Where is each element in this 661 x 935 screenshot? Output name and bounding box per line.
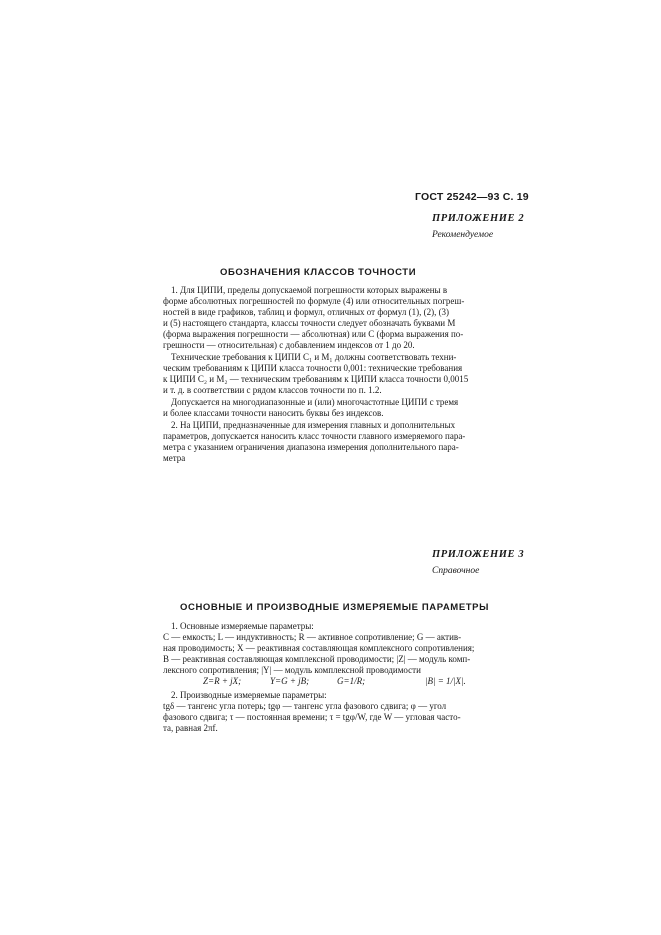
text-line: 2. На ЦИПИ, предназначенные для измерения главных и дополнительных: [171, 420, 456, 430]
text-line: 1. Основные измеряемые параметры:: [171, 621, 314, 631]
text-line: параметров, допускается наносить класс точности главного измеряемого пара-: [163, 431, 466, 441]
appendix-3-heading: ОСНОВНЫЕ И ПРОИЗВОДНЫЕ ИЗМЕРЯЕМЫЕ ПАРАМЕТРЫ: [180, 602, 489, 613]
formula-b: |B| = 1/|X|.: [425, 676, 466, 686]
text-line: tgδ — тангенс угла потерь; tgφ — тангенс угла фазового сдвига; φ — угол: [163, 701, 447, 711]
appendix-2-paragraph-1: [163, 285, 464, 351]
text-line: (форма выражения погрешности — абсолютная) или C (форма выражения по-: [163, 329, 464, 339]
text-line: ческим требованиям к ЦИПИ класса точности 0,001: технические требования: [163, 363, 463, 373]
text-line: метра с указанием ограничения диапазона измерения дополнительного пара-: [163, 442, 459, 452]
text-line: к ЦИПИ C₂ и M₂ — техническим требованиям к ЦИПИ класса точности 0,0015: [163, 374, 469, 384]
text-line: B — реактивная составляющая комплексной проводимости; |Z| — модуль комп-: [163, 654, 471, 664]
text-line: ная проводимость; X — реактивная составляющая комплексного сопротивления;: [163, 643, 475, 653]
formula-y: Y=G + jB;: [270, 676, 310, 686]
text-line: Допускается на многодиапазонные и (или) многочастотные ЦИПИ с тремя: [171, 397, 459, 407]
text-line: фазового сдвига; τ — постоянная времени; τ = tgφ/W, где W — угловая часто-: [163, 712, 461, 722]
appendix-2-paragraph-3: [163, 397, 458, 419]
page-header-code: ГОСТ 25242—93 С. 19: [415, 191, 529, 203]
text-line: и более классами точности наносить буквы без индексов.: [163, 408, 384, 418]
text-line: та, равная 2πf.: [163, 723, 218, 733]
text-line: и т. д. в соответствии с рядом классов точности по п. 1.2.: [163, 385, 382, 395]
appendix-2-title: ПРИЛОЖЕНИЕ 2: [432, 213, 525, 224]
appendix-2-paragraph-4: [163, 420, 465, 464]
text-line: Технические требования к ЦИПИ C₁ и M₁ должны соответствовать техни-: [171, 352, 457, 362]
formula-z: Z=R + jX;: [203, 676, 242, 686]
appendix-2-status: Рекомендуемое: [432, 230, 494, 240]
appendix-2-heading: ОБОЗНАЧЕНИЯ КЛАССОВ ТОЧНОСТИ: [220, 267, 417, 278]
text-line: 1. Для ЦИПИ, пределы допускаемой погрешности которых выражены в: [171, 285, 448, 295]
text-line: 2. Производные измеряемые параметры:: [171, 690, 327, 700]
appendix-2-paragraph-2: [163, 352, 468, 396]
appendix-3-paragraph-2: [163, 690, 461, 734]
text-line: ностей в виде графиков, таблиц и формул, отличных от формул (1), (2), (3): [163, 307, 450, 317]
appendix-3-paragraph-1: [163, 621, 474, 676]
text-line: C — емкость; L — индуктивность; R — активное сопротивление; G — актив-: [163, 632, 462, 642]
text-line: грешности — относительная) с добавлением индексов от 1 до 20.: [163, 340, 415, 350]
appendix-3-status: Справочное: [432, 566, 480, 576]
appendix-3-title: ПРИЛОЖЕНИЕ 3: [432, 549, 525, 560]
text-line: и (5) настоящего стандарта, классы точности следует обозначать буквами M: [163, 318, 456, 328]
formula-g: G=1/R;: [337, 676, 366, 686]
text-line: лексного сопротивления; |Y| — модуль комплексной проводимости: [163, 665, 421, 675]
text-line: метра: [163, 453, 186, 463]
text-line: форме абсолютных погрешностей по формуле (4) или относительных погреш-: [163, 296, 465, 306]
